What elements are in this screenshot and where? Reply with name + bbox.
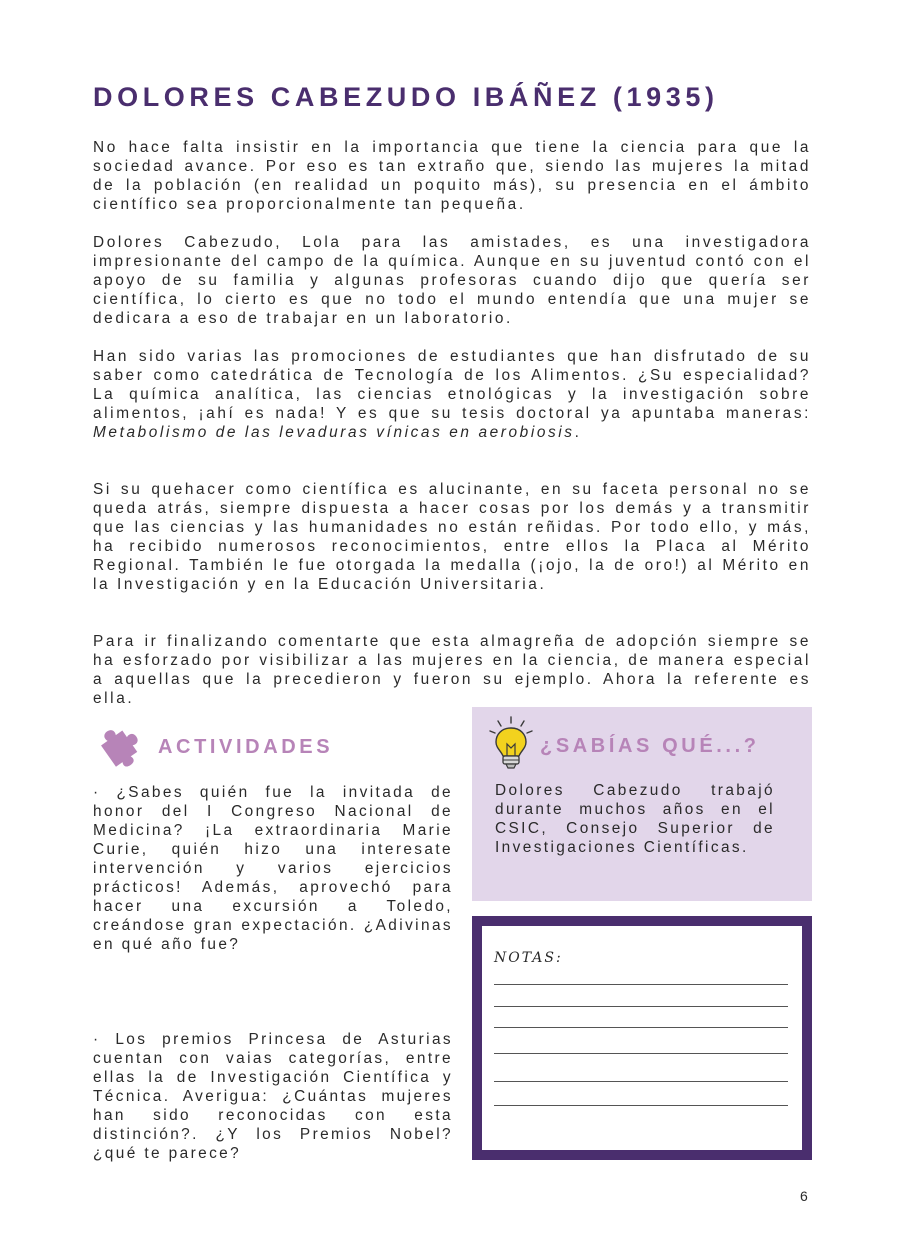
page-title: DOLORES CABEZUDO IBÁÑEZ (1935) (93, 82, 719, 112)
actividades-header (93, 722, 453, 772)
actividades-title: ACTIVIDADES (158, 736, 334, 758)
paragraph-biography: Dolores Cabezudo, Lola para las amistades, es una investigadora impresionante del campo de la química. Aunque en su juventud contó con el apoyo de su familia y algunas profesoras cuando dijo que quería ser científica, lo cierto es que no todo el mundo entendía que una mujer se dedicara a eso de trabajar en un laboratorio. (93, 234, 811, 327)
sabias-que-title: ¿SABÍAS QUÉ...? (540, 735, 760, 757)
notes-line[interactable] (494, 1081, 788, 1082)
thesis-title: Metabolismo de las levaduras vínicas en aerobiosis (93, 424, 575, 441)
notes-line[interactable] (494, 1006, 788, 1007)
light-bulb-icon (486, 715, 536, 771)
notes-label: NOTAS: (494, 950, 563, 966)
paragraph-awards: Si su quehacer como científica es alucinante, en su faceta personal no se queda atrás, siempre dispuesta a hacer cosas por los demás y a transmitir que las ciencias y las humanidades no están reñidas. Por todo ello, y más, ha recibido numerosos reconocimientos, entre ellos la Placa al Mérito Regional. También le fue otorgada la medalla (¡ojo, la de oro!) al Mérito en la Investigación y en la Educación Universitaria. (93, 481, 811, 593)
sabias-que-text: Dolores Cabezudo trabajó durante muchos años en el CSIC, Consejo Superior de Investigaciones Científicas. (495, 782, 775, 856)
paragraph-closing: Para ir finalizando comentarte que esta almagreña de adopción siempre se ha esforzado por visibilizar a las mujeres en la ciencia, de manera especial a aquellas que la precedieron y fueron su ejemplo. Ahora la referente es ella. (93, 633, 811, 707)
activity-item-1: · ¿Sabes quién fue la invitada de honor del I Congreso Nacional de Medicina? ¡La extraordinaria Marie Curie, quién hizo una interesate intervención y varios ejercicios prácticos! Además, aprovechó para hacer una excursión a Toledo, creándose gran expectación. ¿Adivinas en qué año fue? (93, 784, 453, 953)
sabias-que-box (472, 707, 812, 901)
puzzle-piece-icon (93, 722, 143, 772)
notes-line[interactable] (494, 1105, 788, 1106)
paragraph-career-text: Han sido varias las promociones de estudiantes que han disfrutado de su saber como catedrática de Tecnología de los Alimentos. ¿Su especialidad? La química analítica, las ciencias etnológicas y la investigación sobre alimentos, ¡ahí es nada! Y es que su tesis doctoral ya apuntaba maneras: (93, 348, 811, 422)
activity-item-2: · Los premios Princesa de Asturias cuentan con vaias categorías, entre ellas la de Investigación Científica y Técnica. Averigua: ¿Cuántas mujeres han sido reconocidas con esta distinción?. ¿Y los Premios Nobel?¿qué te parece? (93, 1031, 453, 1162)
notes-line[interactable] (494, 984, 788, 985)
notes-line[interactable] (494, 1027, 788, 1028)
page-number: 6 (800, 1188, 808, 1204)
paragraph-intro: No hace falta insistir en la importancia que tiene la ciencia para que la sociedad avance. Por eso es tan extraño que, siendo las mujeres la mitad de la población (en realidad un poquito más), su presencia en el ámbito científico sea proporcionalmente tan pequeña. (93, 139, 811, 213)
paragraph-career (93, 347, 811, 442)
notes-line[interactable] (494, 1053, 788, 1054)
notes-box (472, 916, 812, 1160)
paragraph-career-end: . (574, 424, 582, 441)
